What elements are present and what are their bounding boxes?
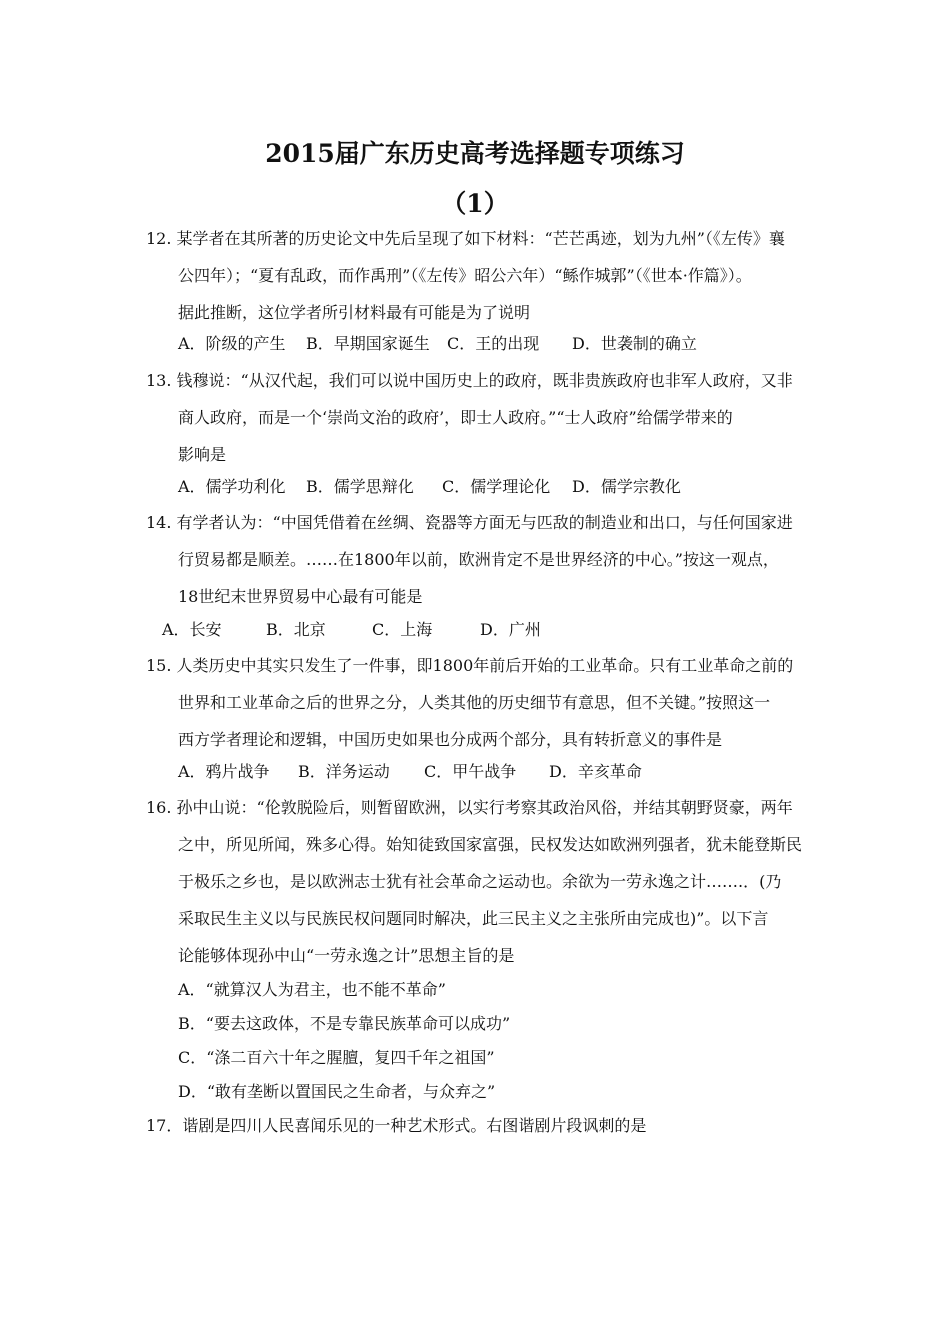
- q15-options: [178, 761, 642, 783]
- q14-stem-line2: 行贸易都是顺差。……在1800年以前，欧洲肯定不是世界经济的中心。”按这一观点，: [178, 550, 779, 569]
- q16-option-a: A．“就算汉人为君主，也不能不革命”: [178, 980, 446, 999]
- q14-option-d: D．广州: [480, 620, 541, 639]
- q17-stem-line1: 17．谐剧是四川人民喜闻乐见的一种艺术形式。右图谐剧片段讽刺的是: [146, 1116, 647, 1135]
- q15-option-a: A．鸦片战争: [178, 762, 270, 781]
- q12-stem-line2: 公四年）；“夏有乱政，而作禹刑”（《左传》昭公六年）“鲧作城郭”（《世本·作篇》）。: [178, 266, 752, 285]
- q12-stem-line3: 据此推断，这位学者所引材料最有可能是为了说明: [178, 303, 531, 322]
- q13-option-a: A．儒学功利化: [178, 477, 286, 496]
- document-subtitle: （1）: [441, 189, 509, 218]
- q12-option-c: C．王的出现: [447, 334, 540, 353]
- q15-stem-line1: 15. 人类历史中其实只发生了一件事，即1800年前后开始的工业革命。只有工业革命之前的: [146, 656, 794, 675]
- q14-stem-line1: 14. 有学者认为：“中国凭借着在丝绸、瓷器等方面无与匹敌的制造业和出口，与任何国家进: [146, 513, 793, 532]
- q16-stem-line1: 16. 孙中山说：“伦敦脱险后，则暂留欧洲，以实行考察其政治风俗，并结其朝野贤豪，两年: [146, 798, 793, 817]
- q13-option-d: D．儒学宗教化: [572, 477, 681, 496]
- q15-option-c: C．甲午战争: [424, 762, 517, 781]
- q16-stem-line2: 之中，所见所闻，殊多心得。始知徒致国家富强，民权发达如欧洲列强者，犹未能登斯民: [178, 835, 803, 854]
- q15-option-d: D．辛亥革命: [549, 762, 642, 781]
- q16-option-d: D．“敢有垄断以置国民之生命者，与众弃之”: [178, 1082, 496, 1101]
- q12-option-b: B．早期国家诞生: [306, 334, 430, 353]
- q13-stem-line3: 影响是: [178, 445, 227, 464]
- q12-options: [178, 333, 697, 355]
- q14-options: [162, 619, 541, 641]
- document-title: 2015届广东历史高考选择题专项练习: [265, 139, 685, 168]
- q14-option-c: C．上海: [372, 620, 433, 639]
- q14-stem-line3: 18世纪末世界贸易中心最有可能是: [178, 587, 423, 606]
- q15-stem-line3: 西方学者理论和逻辑，中国历史如果也分成两个部分，具有转折意义的事件是: [178, 730, 723, 749]
- q13-option-b: B．儒学思辩化: [306, 477, 414, 496]
- q16-option-c: C．“涤二百六十年之腥膻，复四千年之祖国”: [178, 1048, 495, 1067]
- q16-stem-line3: 于极乐之乡也，是以欧洲志士犹有社会革命之运动也。余欲为一劳永逸之计…….．(乃: [178, 872, 782, 891]
- q16-option-b: B．“要去这政体，不是专靠民族革命可以成功”: [178, 1014, 511, 1033]
- q16-stem-line5: 论能够体现孙中山“一劳永逸之计”思想主旨的是: [178, 946, 515, 965]
- q15-option-b: B．洋务运动: [298, 762, 390, 781]
- q12-option-d: D．世袭制的确立: [572, 334, 697, 353]
- q13-stem-line2: 商人政府，而是一个‘崇尚文治的政府’，即士人政府。”“士人政府”给儒学带来的: [178, 408, 733, 427]
- q16-stem-line4: 采取民生主义以与民族民权问题同时解决，此三民主义之主张所由完成也)”。以下言: [178, 909, 769, 928]
- q12-stem-line1: 12. 某学者在其所著的历史论文中先后呈现了如下材料：“芒芒禹迹，划为九州”（《左传》襄: [146, 229, 785, 248]
- q12-option-a: A．阶级的产生: [178, 334, 286, 353]
- q15-stem-line2: 世界和工业革命之后的世界之分，人类其他的历史细节有意思，但不关键。”按照这一: [178, 693, 771, 712]
- q13-option-c: C．儒学理论化: [442, 477, 551, 496]
- q14-option-a: A．长安: [162, 620, 222, 639]
- q14-option-b: B．北京: [266, 620, 326, 639]
- q13-stem-line1: 13. 钱穆说：“从汉代起，我们可以说中国历史上的政府，既非贵族政府也非军人政府，又非: [146, 371, 793, 390]
- q13-options: [178, 476, 681, 498]
